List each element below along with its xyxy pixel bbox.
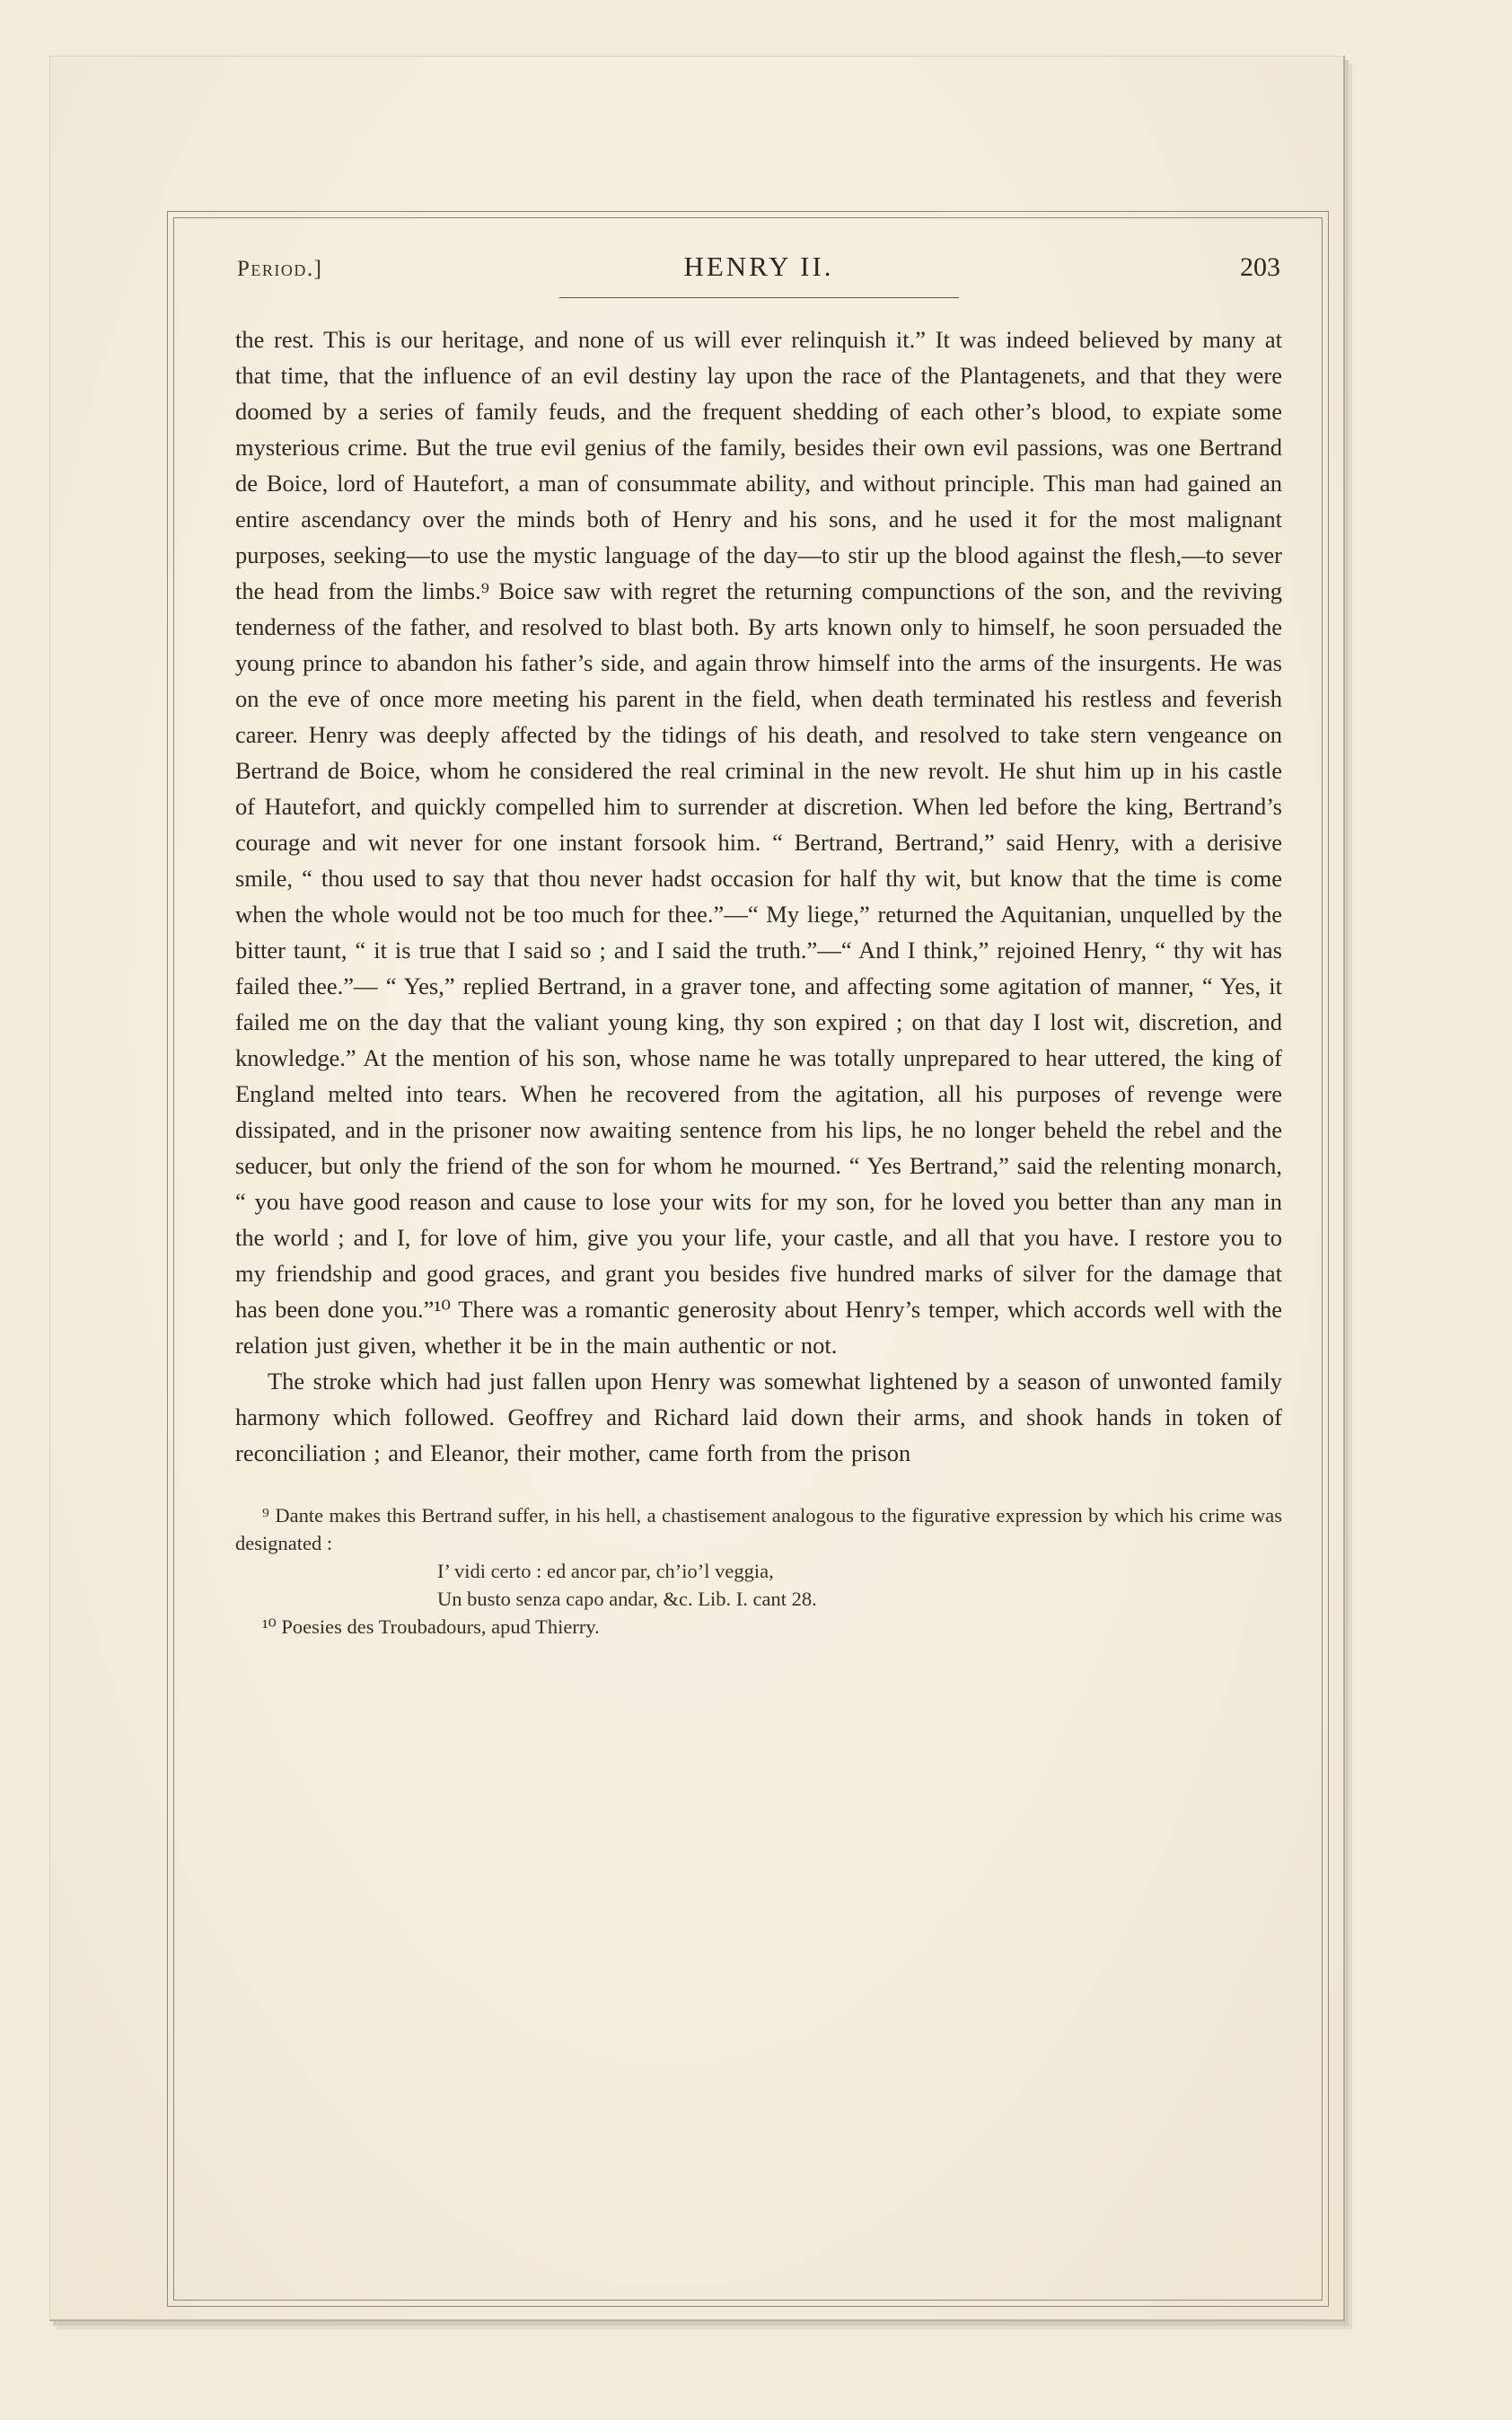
page-frame-inner <box>173 217 1323 2301</box>
footnote-10: ¹⁰ Poesies des Troubadours, apud Thierry. <box>262 1615 600 1638</box>
footnote-9: ⁹ Dante makes this Bertrand suffer, in his hell, a chastisement analogous to the figurative expression by which his crime was designated : <box>235 1504 1282 1554</box>
page-frame-outer <box>167 211 1329 2307</box>
footnote-verse-line-1: I’ vidi certo : ed ancor par, ch’io’l veggia, <box>437 1560 774 1582</box>
page-sheet <box>49 56 1345 2321</box>
header-page-number: 203 <box>1240 252 1280 282</box>
paragraph-2: The stroke which had just fallen upon Henry was somewhat lightened by a season of unwonted family harmony which followed. Geoffrey and Richard laid down their arms, and shook hands in token of reconciliation ; and Eleanor, their mother, came forth from the prison <box>235 1368 1282 1466</box>
header-section-label: Period.] <box>237 257 323 281</box>
paragraph-1: the rest. This is our heritage, and none of us will ever relinquish it.” It was indeed believed by many at that time, that the influence of an evil destiny lay upon the race of the Plantagenets, and that they were doomed by a series of family feuds, and the frequent shedding of each other’s blood, to expiate some mysterious crime. But the true evil genius of the family, besides their own evil passions, was one Bertrand de Boice, lord of Hautefort, a man of consummate ability, and without principle. This man had gained an entire ascendancy over the minds both of Henry and his sons, and he used it for the most malignant purposes, seeking—to use the mystic language of the day—to stir up the blood against the flesh,—to sever the head from the limbs.⁹ Boice saw with regret the returning compunctions of the son, and the reviving tenderness of the father, and resolved to blast both. By arts known only to himself, he soon persuaded the young prince to abandon his father’s side, and again throw himself into the arms of the insurgents. He was on the eve of once more meeting his parent in the field, when death terminated his restless and feverish career. Henry was deeply affected by the tidings of his death, and resolved to take stern vengeance on Bertrand de Boice, whom he considered the real criminal in the new revolt. He shut him up in his castle of Hautefort, and quickly compelled him to surrender at discretion. When led before the king, Bertrand’s courage and wit never for one instant forsook him. “ Bertrand, Bertrand,” said Henry, with a derisive smile, “ thou used to say that thou never hadst occasion for half thy wit, but know that the time is come when the whole would not be too much for thee.”—“ My liege,” returned the Aquitanian, unquelled by the bitter taunt, “ it is true that I said so ; and I said the truth.”—“ And I think,” rejoined Henry, “ thy wit has failed thee.”— “ Yes,” replied Bertrand, in a graver tone, and affecting some agitation of manner, “ Yes, it failed me on the day that the valiant young king, thy son expired ; on that day I lost wit, discretion, and knowledge.” At the mention of his son, whose name he was totally unprepared to hear uttered, the king of England melted into tears. When he recovered from the agitation, all his purposes of revenge were dissipated, and in the prisoner now awaiting sentence from his lips, he no longer beheld the rebel and the seducer, but only the friend of the son for whom he mourned. “ Yes Bertrand,” said the relenting monarch, “ you have good reason and cause to lose your wits for my son, for he loved you better than any man in the world ; and I, for love of him, give you your life, your castle, and all that you have. I restore you to my friendship and good graces, and grant you besides five hundred marks of silver for the damage that has been done you.”¹⁰ There was a romantic generosity about Henry’s temper, which accords well with the relation just given, whether it be in the main authentic or not. <box>235 326 1282 1359</box>
header-rule <box>559 297 959 298</box>
header-title: HENRY II. <box>683 251 834 282</box>
footnote-verse-line-2: Un busto senza capo andar, &c. Lib. I. cant 28. <box>437 1588 817 1610</box>
footnotes <box>235 1501 1282 1641</box>
body-text <box>235 321 1282 1471</box>
running-header <box>235 251 1282 283</box>
